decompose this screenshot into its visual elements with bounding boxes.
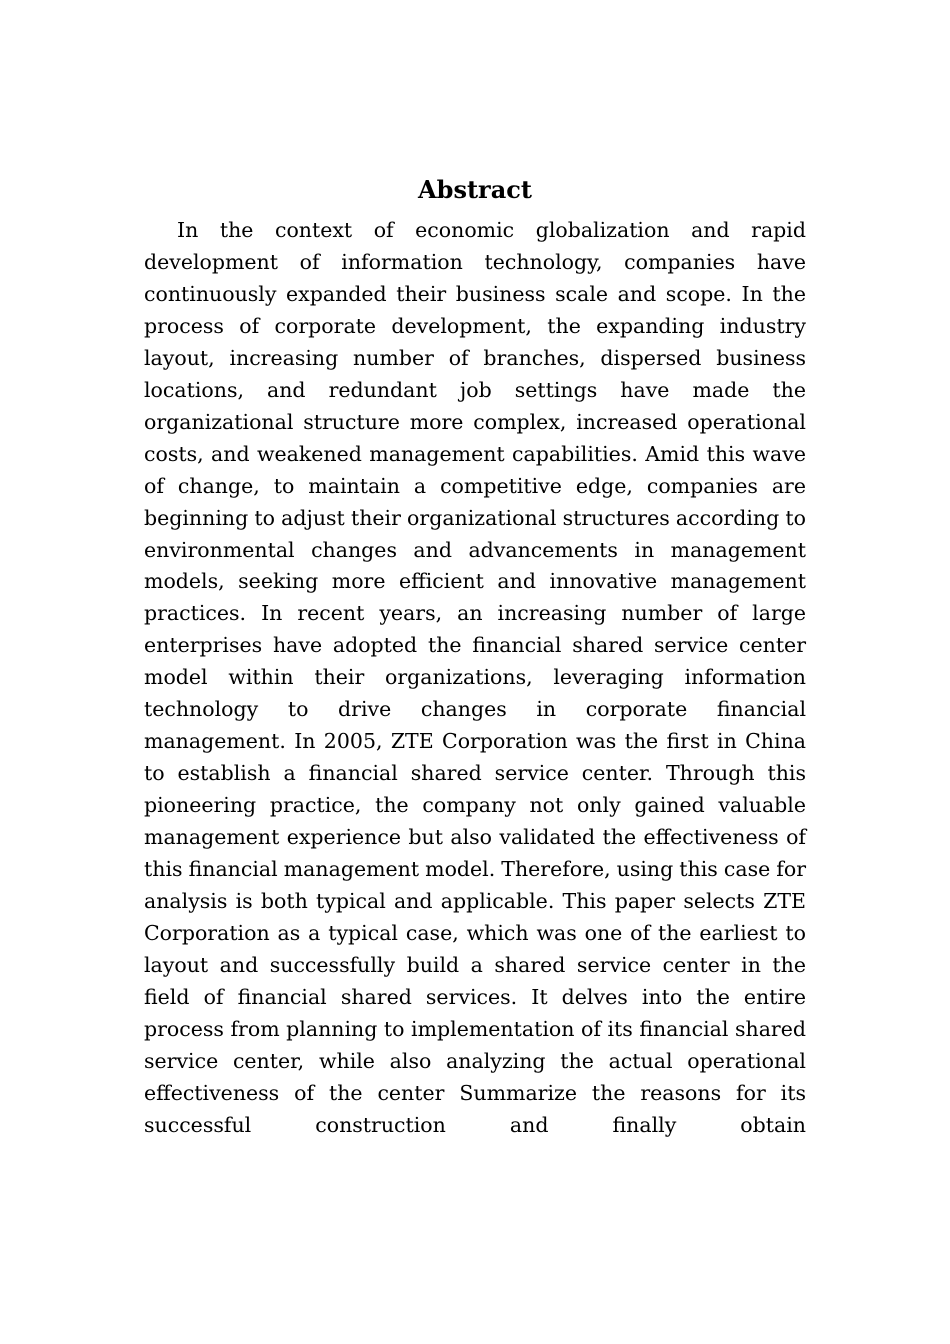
abstract-paragraph: In the context of economic globalization and rapid development of information technology, companies have continuously expanded their business scale and scope. In the process of corporate development, the expanding industry layout, increasing number of branches, dispersed business locations, and redundant job settings have made the organizational structure more complex, increased operational costs, and weakened management capabilities. Amid this wave of change, to maintain a competitive edge, companies are beginning to adjust their organizational structures according to environmental changes and advancements in management models, seeking more efficient and innovative management practices. In recent years, an increasing number of large enterprises have adopted the financial shared service center model within their organizations, leveraging information technology to drive changes in corporate financial management. In 2005, ZTE Corporation was the first in China to establish a financial shared service center. Through this pioneering practice, the company not only gained valuable management experience but also validated the effectiveness of this financial management model. Therefore, using this case for analysis is both typical and applicable. This paper selects ZTE Corporation as a typical case, which was one of the earliest to layout and successfully build a shared service center in the field of financial shared services. It delves into the entire process from planning to implementation of its financial shared service center, while also analyzing the actual operational effectiveness of the center Summarize the reasons for its successful construction and finally obtain xyxy=(144,218,806,1137)
abstract-heading: Abstract xyxy=(418,175,532,204)
